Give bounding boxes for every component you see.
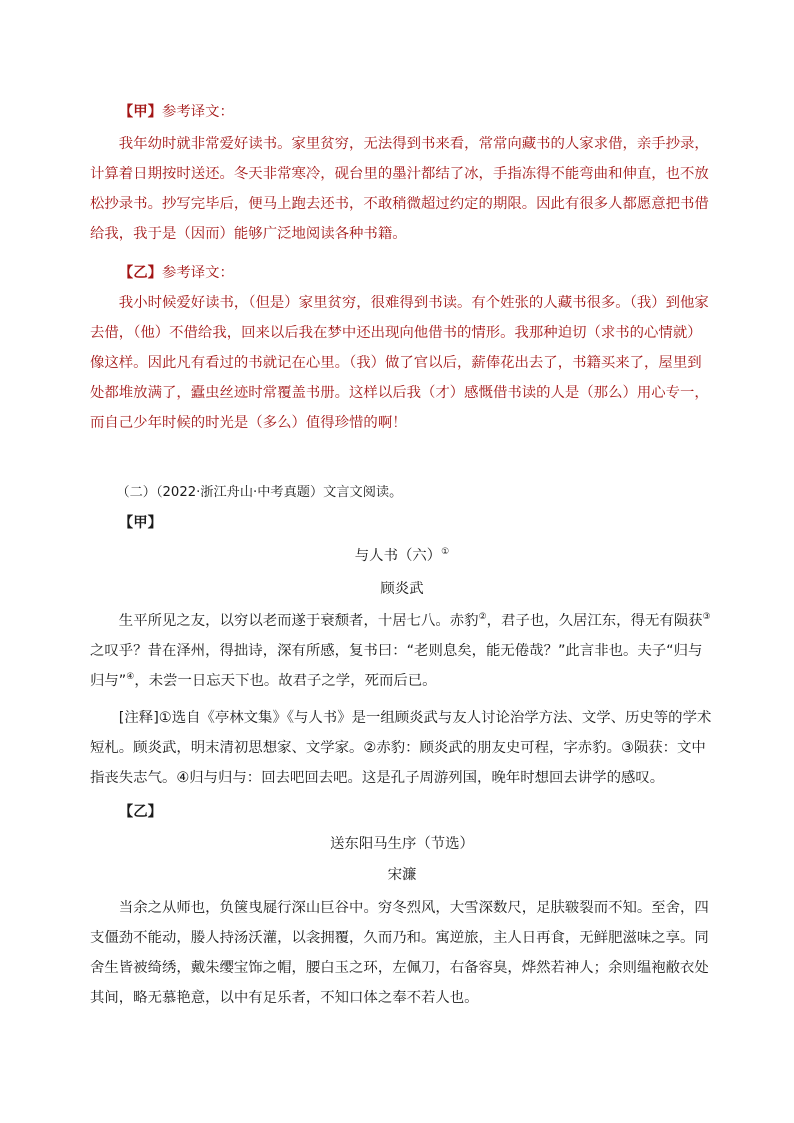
jia-text-part-b: ，君子也，久居江东，得无有陨获 [486,613,703,629]
jia-text-part-a: 生平所见之友，以穷以老而遂于衰颓者，十居七八。赤豹 [118,613,479,629]
yi-author: 宋濂 [387,867,417,883]
section-two-intro: （二）（2022·浙江舟山·中考真题）文言文阅读。 [116,485,403,500]
jia-title-text: 与人书（六） [354,548,442,564]
jia-note-2: ② [478,612,487,623]
yi-label: 【乙】 [118,804,162,820]
yi-translation-heading [90,258,714,288]
jia-title-note: ① [441,547,450,558]
jia-text-part-c: 之叹乎？昔在泽州，得拙诗，深有所感，复书曰：“老则息矣，能无倦哉？”此言非也。夫子“归与归与” [90,643,703,689]
jia-author: 顾炎武 [380,581,424,597]
jia-heading-text: 参考译文： [161,104,234,120]
jia-note-4: ④ [126,672,135,683]
jia-note-3: ③ [702,612,711,623]
jia-heading-bracket: 【甲】 [118,104,162,120]
yi-text: 当余之从师也，负箧曳屣行深山巨谷中。穷冬烈风，大雪深数尺，足肤皲裂而不知。至舍，四支僵劲不能动，媵人持汤沃灌，以衾拥覆，久而乃和。寓逆旅，主人日再食，无鲜肥滋味之享。同舍生皆被绮绣，戴朱缨宝饰之帽，腰白玉之环，左佩刀，右备容臭，烨然若神人；余则缊袍敝衣处其间，略无慕艳意，以中有足乐者，不知口体之奉不若人也。 [90,900,709,1006]
jia-label: 【甲】 [118,515,162,531]
annotation: [注释]①选自《亭林文集》《与人书》是一组顾炎武与友人讨论治学方法、文学、历史等的学术短札。顾炎武，明末清初思想家、文学家。②赤豹：顾炎武的朋友史可程，字赤豹。③陨获：文中指丧失志气。④归与归与：回去吧回去吧。这是孔子周游列国，晚年时想回去讲学的感叹。 [90,710,712,786]
jia-title [90,541,714,571]
yi-title: 送东阳马生序（节选） [330,836,474,852]
jia-text [90,606,714,696]
yi-heading-text: 参考译文： [161,265,234,281]
jia-text-part-d: ，未尝一日忘天下也。故君子之学，死而后已。 [134,673,437,689]
jia-translation-heading [90,97,714,127]
yi-translation-body: 我小时候爱好读书，（但是）家里贫穷，很难得到书读。有个姓张的人藏书很多。（我）到他家去借，（他）不借给我，回来以后我在梦中还出现向他借书的情形。我那种迫切（求书的心情就）像这样。因此凡有看过的书就记在心里。（我）做了官以后，薪俸花出去了，书籍买来了，屋里到处都堆放满了，蠹虫丝迹时常覆盖书册。这样以后我（才）感慨借书读的人是（那么）用心专一，而自己少年时候的时光是（多么）值得珍惜的啊！ [90,295,709,431]
yi-heading-bracket: 【乙】 [118,265,162,281]
jia-translation-body: 我年幼时就非常爱好读书。家里贫穷，无法得到书来看，常常向藏书的人家求借，亲手抄录，计算着日期按时送还。冬天非常寒冷，砚台里的墨汁都结了冰，手指冻得不能弯曲和伸直，也不放松抄录书。抄写完毕后，便马上跑去还书，不敢稍微超过约定的期限。因此有很多人都愿意把书借给我，我于是（因而）能够广泛地阅读各种书籍。 [90,136,709,242]
